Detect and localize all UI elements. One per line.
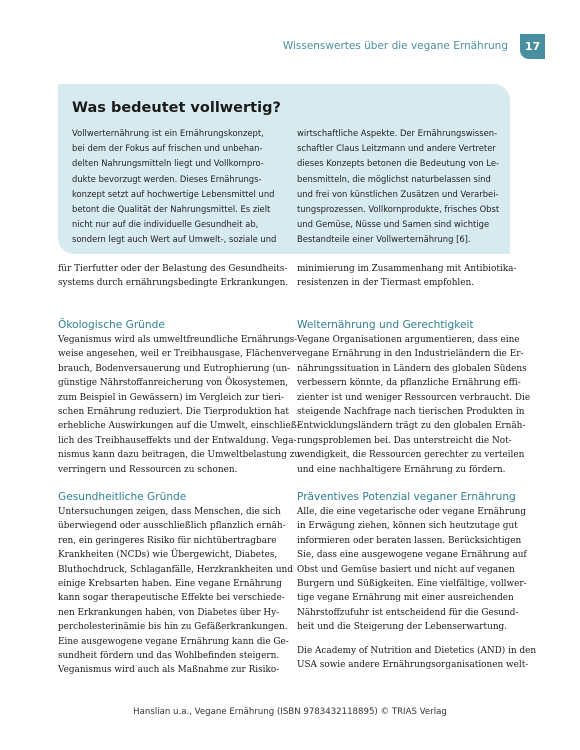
- text-line: bensmitteln, die möglichst naturbelassen sind: [297, 173, 491, 184]
- section-gesundheitliche-gruende: [58, 490, 293, 678]
- text-line: tungsprozessen. Vollkornprodukte, frisches Obst: [297, 204, 500, 215]
- section-heading: Präventives Potenzial veganer Ernährung: [297, 491, 516, 503]
- text-line: Krankheiten (NCDs) wie Übergewicht, Diabetes,: [58, 550, 278, 561]
- text-line: verringern und Ressourcen zu schonen.: [58, 464, 238, 475]
- text-line: systems durch ernährungsbedingte Erkrankungen.: [58, 278, 289, 289]
- info-box-title: Was bedeutet vollwertig?: [72, 100, 281, 116]
- text-line: konzept setzt auf hochwertige Lebensmittel und: [72, 188, 275, 199]
- section-body: [58, 333, 301, 477]
- info-box-vollwertig: [58, 84, 510, 254]
- text-line: zienter ist und weniger Ressourcen verbraucht. Die: [297, 392, 531, 403]
- text-line: informieren oder beraten lassen. Berücksichtigen: [297, 535, 522, 546]
- text-line: heit und die Steigerung der Lebenserwartung.: [297, 622, 508, 633]
- text-line: rungsproblemen bei. Das unterstreicht die Not-: [297, 435, 512, 446]
- text-line: erhebliche Auswirkungen auf die Umwelt, einschließ-: [58, 421, 300, 432]
- text-line: kann sogar therapeutische Effekte bei verschiede-: [58, 593, 285, 604]
- text-line: Vollwerternährung ist ein Ernährungskonzept,: [72, 128, 264, 138]
- text-line: sundheit fördern und das Wohlbefinden steigern.: [58, 651, 280, 662]
- info-box-right-column: [297, 126, 502, 248]
- text-line: vegane Ernährung in den Industrieländern die Er-: [297, 349, 524, 360]
- page-footer: Hanslian u.a., Vegane Ernährung (ISBN 9783432118895) © TRIAS Verlag: [133, 707, 447, 717]
- text-line: tige vegane Ernährung mit einer ausreichenden: [297, 593, 514, 604]
- text-line: USA sowie andere Ernährungsorganisationen welt-: [297, 660, 529, 671]
- text-line: einige Krebsarten haben. Eine vegane Ernährung: [58, 579, 282, 590]
- section-heading: Ökologische Gründe: [58, 319, 165, 331]
- intro-left-text: [58, 262, 289, 291]
- text-line: percholesterinämie bis hin zu Gefäßerkrankungen.: [58, 622, 288, 633]
- text-line: steigende Nachfrage nach tierischen Produkten in: [297, 407, 525, 418]
- text-line: ren, ein geringeres Risiko für nichtübertragbare: [58, 535, 277, 546]
- text-line: günstige Nährstoffanreicherung von Ökosystemen,: [58, 378, 289, 389]
- text-line: und frei von künstlichen Zusätzen und Verarbei-: [297, 188, 499, 199]
- text-line: resistenzen in der Tiermast empfohlen.: [297, 278, 475, 289]
- text-line: Eine ausgewogene vegane Ernährung kann die Ge-: [58, 636, 289, 647]
- text-line: und Gemüse, Nüsse und Samen sind wichtige: [297, 219, 490, 230]
- text-line: Burgern und Süßigkeiten. Eine vielfältige, vollwer-: [297, 579, 527, 590]
- text-line: verbessern könnte, da pflanzliche Ernährung effi-: [297, 378, 521, 389]
- section-body: [297, 333, 531, 477]
- text-line: und eine nachhaltigere Ernährung zu fördern.: [297, 464, 506, 475]
- text-line: zum Beispiel in Gewässern) im Vergleich zur tieri-: [58, 392, 284, 403]
- text-line: Veganismus wird als umweltfreundliche Ernährungs-: [58, 335, 298, 345]
- text-line: nen Erkrankungen haben, von Diabetes über Hy-: [58, 607, 280, 618]
- intro-right-text: [297, 262, 515, 291]
- text-line: sondern legt auch Wert auf Umwelt-, soziale und: [72, 234, 277, 245]
- text-line: schaftler Claus Leitzmann und andere Vertreter: [297, 143, 496, 154]
- section-body: [297, 505, 527, 635]
- text-line: Obst und Gemüse basiert und nicht auf veganen: [297, 564, 515, 575]
- text-line: für Tierfutter oder der Belastung des Gesundheits-: [58, 264, 288, 274]
- text-line: schen Ernährung reduziert. Die Tierproduktion hat: [58, 407, 289, 418]
- text-line: Alle, die eine vegetarische oder vegane Ernährung: [297, 507, 527, 517]
- section-oekologische-gruende: [58, 318, 301, 477]
- text-line: Bluthochdruck, Schlaganfälle, Herzkrankheiten und: [58, 564, 293, 575]
- text-line: nährungssituation in Ländern des globalen Südens: [297, 363, 527, 374]
- section-heading: Welternährung und Gerechtigkeit: [297, 319, 474, 331]
- section-welternaehrung: [297, 318, 531, 477]
- section-body-continued: [297, 644, 537, 673]
- text-line: Veganismus wird auch als Maßnahme zur Risiko-: [58, 665, 280, 676]
- text-line: Entwicklungsländern trägt zu den globalen Ernäh-: [297, 421, 526, 432]
- text-line: Sie, dass eine ausgewogene vegane Ernährung auf: [297, 550, 527, 561]
- info-box-left-column: [72, 126, 277, 248]
- text-line: Nährstoffzufuhr ist entscheidend für die Gesund-: [297, 607, 519, 618]
- text-line: dukte bevorzugt werden. Dieses Ernährungs-: [72, 173, 262, 184]
- section-praeventives-potenzial: [297, 490, 537, 672]
- text-line: bei dem der Fokus auf frischen und unbehan-: [72, 143, 263, 154]
- text-line: weise angesehen, weil er Treibhausgase, Flächenver-: [58, 349, 300, 360]
- section-body: [58, 505, 293, 678]
- text-line: lich des Treibhauseffekts und der Entwaldung. Vega-: [58, 435, 297, 446]
- running-title: Wissenswertes über die vegane Ernährung: [282, 40, 508, 52]
- text-line: delten Nahrungsmitteln liegt und Vollkornpro-: [72, 158, 264, 169]
- text-line: in Erwägung ziehen, können sich heutzutage gut: [297, 521, 518, 532]
- text-line: Vegane Organisationen argumentieren, dass eine: [297, 335, 520, 345]
- text-line: wirtschaftliche Aspekte. Der Ernährungswissen-: [297, 128, 498, 138]
- page-number-badge: 17: [520, 34, 545, 59]
- text-line: minimierung im Zusammenhang mit Antibiotika-: [297, 264, 517, 274]
- text-line: nismus kann dazu beitragen, die Umweltbelastung zu: [58, 450, 301, 461]
- text-line: wendigkeit, die Ressourcen gerechter zu verteilen: [297, 450, 525, 461]
- text-line: Untersuchungen zeigen, dass Menschen, die sich: [58, 507, 281, 517]
- text-line: betont die Qualität der Nahrungsmittel. Es zielt: [72, 204, 271, 215]
- text-line: überwiegend oder ausschließlich pflanzlich ernäh-: [58, 521, 286, 532]
- text-line: dieses Konzepts betonen die Bedeutung von Le-: [297, 158, 500, 169]
- text-line: brauch, Bodenversauerung und Eutrophierung (un-: [58, 363, 291, 374]
- section-heading: Gesundheitliche Gründe: [58, 491, 187, 503]
- text-line: Bestandteile einer Vollwerternährung [6].: [297, 234, 471, 245]
- text-line: Die Academy of Nutrition and Dietetics (AND) in den: [297, 645, 537, 656]
- text-line: nicht nur auf die individuelle Gesundheit ab,: [72, 219, 259, 230]
